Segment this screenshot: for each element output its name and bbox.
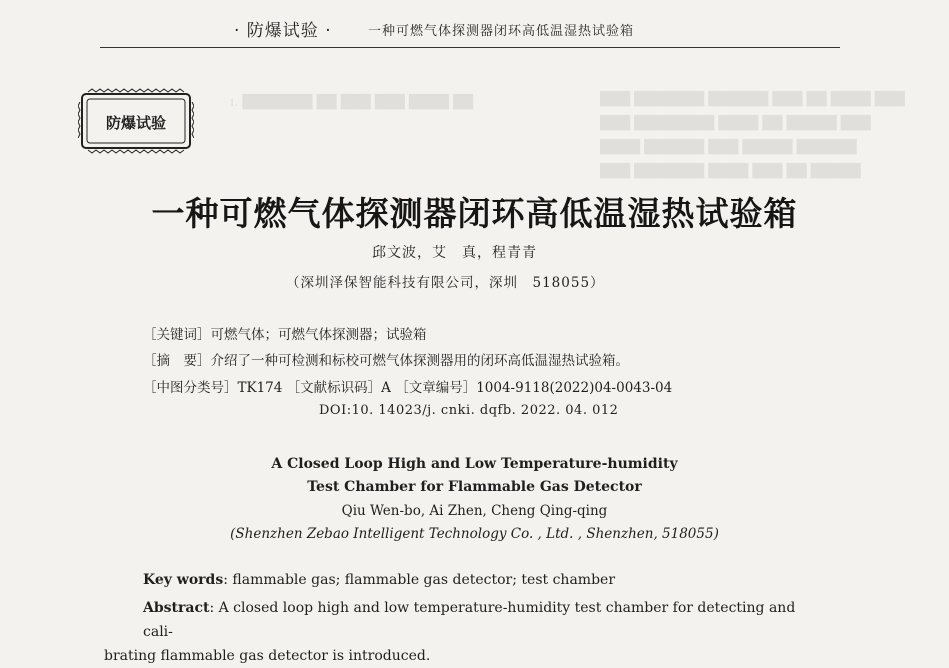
doc-code-value: A [381, 380, 391, 396]
abstract-en-line1: : A closed loop high and low temperature-humidity test chamber for detecting and cali- [143, 600, 796, 640]
header-section-name: · 防爆试验 · [234, 21, 332, 41]
abstract-en-line2: brating flammable gas detector is introduced. [104, 648, 431, 664]
abstract-en [104, 596, 803, 668]
clc-value: TK174 [237, 380, 283, 396]
authors-en: Qiu Wen-bo, Ai Zhen, Cheng Qing-qing [341, 503, 608, 519]
keywords-cn-label: ［关键词］ [143, 327, 211, 343]
article-number-label: ［文章编号］ [395, 380, 477, 396]
header-rule [100, 47, 840, 48]
badge-label: 防爆试验 [105, 114, 166, 132]
bleed-through-texture: ı. ███████ ██ ███ ███ ████ ██ [230, 95, 474, 110]
article-title-en-line1: A Closed Loop High and Low Temperature-humidity [271, 456, 678, 472]
keywords-cn [143, 323, 427, 343]
abstract-cn-label: ［摘 要］ [143, 353, 211, 369]
bleed-through-texture: ███ ███████ ██████ ███ ██ ████ ███ ███ ████████ ████ ██ █████ ███ ████ ██████ ███ █████ ██████ ███ ███████ ████ ███ ██ █████ [600, 92, 905, 179]
running-header [0, 0, 949, 48]
affiliation-cn: （深圳泽保智能科技有限公司，深圳 518055） [286, 275, 605, 291]
affiliation-en: (Shenzhen Zebao Intelligent Technology Co. , Ltd. , Shenzhen, 518055) [230, 526, 719, 542]
doi: DOI:10. 14023/j. cnki. dqfb. 2022. 04. 012 [319, 403, 619, 418]
keywords-en-label: Key words [143, 572, 224, 588]
article-title-en-line2: Test Chamber for Flammable Gas Detector [307, 479, 642, 495]
article-number-value: 1004-9118(2022)04-0043-04 [476, 380, 673, 396]
abstract-cn-text: 介绍了一种可检测和标校可燃气体探测器用的闭环高低温湿热试验箱。 [210, 353, 629, 369]
header-running-title: 一种可燃气体探测器闭环高低温湿热试验箱 [368, 24, 635, 39]
section-badge [78, 88, 194, 154]
abstract-cn [143, 349, 629, 369]
article-title-cn: 一种可燃气体探测器闭环高低温湿热试验箱 [151, 194, 798, 233]
authors-cn: 邱文波，艾 真，程青青 [372, 245, 537, 261]
classification-line [143, 376, 672, 396]
clc-label: ［中图分类号］ [143, 380, 238, 396]
keywords-en-text: : flammable gas; flammable gas detector; test chamber [223, 572, 616, 588]
keywords-en [143, 572, 615, 588]
abstract-en-label: Abstract [143, 600, 210, 616]
doc-code-label: ［文献标识码］ [286, 380, 382, 396]
keywords-cn-text: 可燃气体；可燃气体探测器；试验箱 [210, 327, 427, 343]
